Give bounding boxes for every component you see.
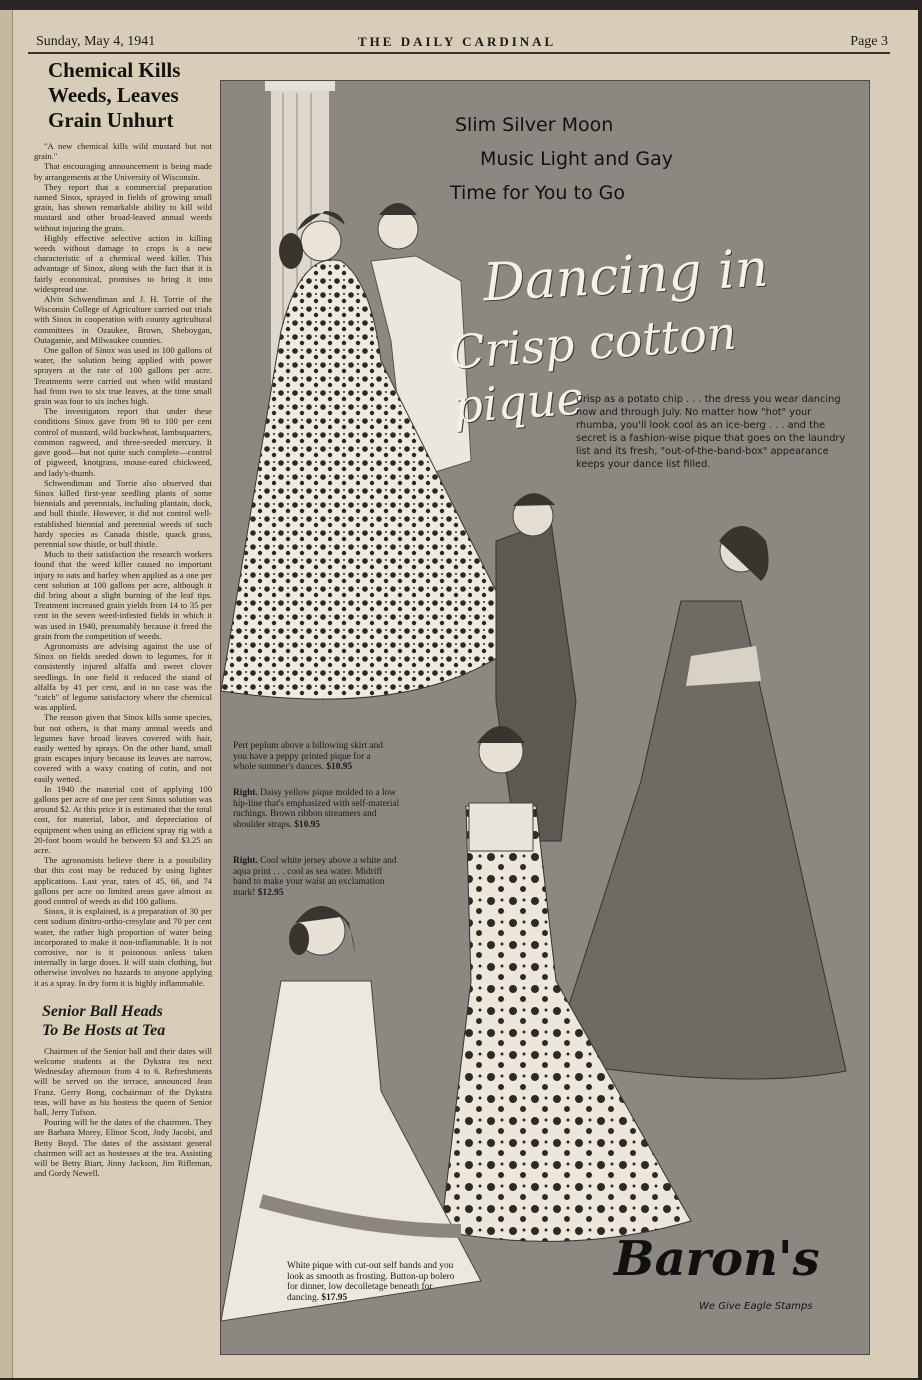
paragraph: One gallon of Sinox was used in 100 gallons of water, the solution being applied with power sprayers at the rate of 100 gallons per acre. Treatments were carried out when wild mustard had from two to six true leaves, at the time small grain was four to six inches high. xyxy=(34,345,212,407)
headline-line: To Be Hosts at Tea xyxy=(42,1021,166,1039)
caption-jersey xyxy=(233,856,403,898)
headline-line: Senior Ball Heads xyxy=(42,1002,163,1020)
caption-text: Pert peplum above a billowing skirt and you have a peppy printed pique for a whole summer's dances. xyxy=(233,741,383,772)
article-headline xyxy=(42,1002,212,1040)
caption-price: $10.95 xyxy=(326,762,353,772)
script-headline-1: Dancing in xyxy=(481,238,770,314)
paragraph: Pouring will be the dates of the chairmen. They are Barbara Morey, Elinor Scott, Jody Jacobi, and Betty Boyd. The dates of the assistant general chairmen will act as hostesses at the tea. Assisting will be Betty Biart, Jinny Jackson, Jim Rifleman, and Gordy Newell. xyxy=(34,1117,212,1179)
caption-price: $10.95 xyxy=(294,819,320,830)
caption-text: Daisy yellow pique molded to a low hip-line that's emphasized with self-material ruchings. Brown ribbon streamers and shoulder straps. xyxy=(233,788,400,830)
caption-white-pique xyxy=(287,1261,462,1303)
paragraph: Highly effective selective action in killing weeds without damage to crops is a new characteristic of a chemical weed killer. This advantage of Sinox, along with the fact that it is fairly economical, promises to bring it into widespread use. xyxy=(34,232,212,294)
tagline-line-1: Slim Silver Moon xyxy=(455,114,614,136)
headline-line: Chemical Kills xyxy=(48,58,181,82)
article-headline xyxy=(48,58,212,133)
caption-text: White pique with cut-out self bands and you look as smooth as frosting. Button-up bolero for dinner, low decolletage beneath for dancing. xyxy=(287,1261,455,1303)
paragraph: Schwendiman and Torrie also observed that Sinox killed first-year seedling plants of some biennials and perennials, including plantain, dock, and bull thistle. However, it did not control well-established biennial and perennial weeds of such hardy species as Canada thistle, quack grass, perennial sow thistle, or bull thistle. xyxy=(34,477,212,549)
article-body xyxy=(34,141,212,988)
masthead xyxy=(28,28,890,54)
barons-advertisement xyxy=(220,80,870,1355)
script-headline-2: Crisp cotton pique xyxy=(447,305,739,434)
paragraph: In 1940 the material cost of applying 100 gallons per acre of one per cent Sinox solution was around $2. At this price it is estimated that the total cost, for material, labor, and depreciation of equipment when using an efficient spray rig with a 20-foot boom would be between $3 and $3.25 an acre. xyxy=(34,783,212,856)
news-column xyxy=(34,58,212,1370)
paragraph: Agronomists are advising against the use of Sinox on fields seeded down to legumes, for it consistently injured alfalfa and sweet clover seedlings. In one field it reduced the stand of alfalfa by 41 per cent, and in no case was the "catch" of legume satisfactory where the chemical was applied. xyxy=(34,640,212,713)
caption-price: $17.95 xyxy=(321,1292,348,1303)
paragraph: "A new chemical kills wild mustard but not grain." xyxy=(34,141,212,162)
issue-date: Sunday, May 4, 1941 xyxy=(36,34,156,49)
page-number: Page 3 xyxy=(850,34,888,49)
paragraph: They report that a commercial preparation named Sinox, sprayed in fields of growing small grain, has shown remarkable ability to kill wild mustard and other broad-leaved annual weeds without injuring the grain. xyxy=(34,181,212,233)
paragraph: Alvin Schwendiman and J. H. Torrie of the Wisconsin College of Agriculture carried out trials with Sinox in cooperation with county agricultural committees in Ozaukee, Brown, Sheboygan, Outagamie, and Milwaukee counties. xyxy=(34,294,212,345)
headline-line: Weeds, Leaves xyxy=(48,83,179,107)
paragraph: The agronomists believe there is a possibility that this cost may be reduced by using lighter applications. Last year, rates of 45, 66, and 74 gallons per acre on limited areas gave almost as good control of weeds as did 100 gallons. xyxy=(34,855,212,907)
woman-bottom-white-gown xyxy=(221,906,481,1321)
paragraph: Chairmen of the Senior ball and their dates will welcome students at the Dykstra tea next Wednesday afternoon from 4 to 6. Refreshments will be served on the terrace, announced Jean Franz. Gerry Bong, cochairman of the Dykstra teas, will have as his hostess the queen of Senior ball, Jerry Tufson. xyxy=(34,1045,212,1118)
article-body xyxy=(34,1046,212,1179)
caption-peplum xyxy=(233,741,393,773)
paragraph: Much to their satisfaction the research workers found that the weed killer caused no important injury to oats and barley when applied as a one per cent solution at 100 gallons per acre, although it did bring about a slight burning of the leaf tips. Treatment increased grain yields from 14 to 35 per cent in the seven weed-infested fields in which it was used in 1940, presumably because it freed the grain from the competition of weeds. xyxy=(34,549,212,641)
paragraph: Sinox, it is explained, is a preparation of 30 per cent sodium dinitro-ortho-cresylate and 70 per cent water, the rather high proportion of water being incorporated to make it non-inflammable. It is not corrosive, nor is it poisonous unless taken internally in large doses. It will stain clothing, but otherwise involves no hazards to anyone applying it as a spray. In dry form it is highly inflammable. xyxy=(34,906,212,988)
caption-lead: Right. xyxy=(233,788,258,798)
couple-top-left xyxy=(221,203,521,699)
tagline-line-2: Music Light and Gay xyxy=(480,148,673,170)
caption-price: $12.95 xyxy=(257,887,284,898)
caption-lead: Right. xyxy=(233,856,258,866)
barons-logo: Baron's xyxy=(614,1231,820,1287)
eagle-stamps-note: We Give Eagle Stamps xyxy=(699,1301,813,1312)
caption-text: Cool white jersey above a white and aqua print . . . cool as sea water. Midriff band to make your waist an exclamation mark! xyxy=(233,856,397,898)
adjacent-page-edge xyxy=(0,10,12,1378)
ad-intro-copy: Crisp as a potato chip . . . the dress you wear dancing now and through July. No matter how "hot" your rhumba, you'll look cool as an ice-berg . . . and the secret is a fashion-wise pique that goes on the laundry list and its fresh, "out-of-the-band-box" appearance keeps your dance list filled. xyxy=(576,394,846,470)
moon-icon xyxy=(801,111,831,160)
tagline-line-3: Time for You to Go xyxy=(450,182,625,204)
headline-line: Grain Unhurt xyxy=(48,108,174,132)
paragraph: The investigators report that under these conditions Sinox gave from 98 to 100 per cent control of mustard, wild buckwheat, lambsquarters, common ragweed, and three-seeded mercury. It gave good—but not quite such complete—control of pigweed, knotgrass, mouse-eared chickweed, and lady's-thumb. xyxy=(34,406,212,478)
caption-daisy xyxy=(233,788,409,830)
paragraph: The reason given that Sinox kills some species, but not others, is that many annual weeds and legumes have broad leaves covered with hair, easily wetted by sprays. On the other hand, small grain escapes injury because its leaves are narrow, covered with a waxy coating of cutin, and not easily wetted. xyxy=(34,712,212,784)
paragraph: That encouraging announcement is being made by arrangements at the University of Wisconsin. xyxy=(34,161,212,182)
paper-name: THE DAILY CARDINAL xyxy=(358,34,557,49)
